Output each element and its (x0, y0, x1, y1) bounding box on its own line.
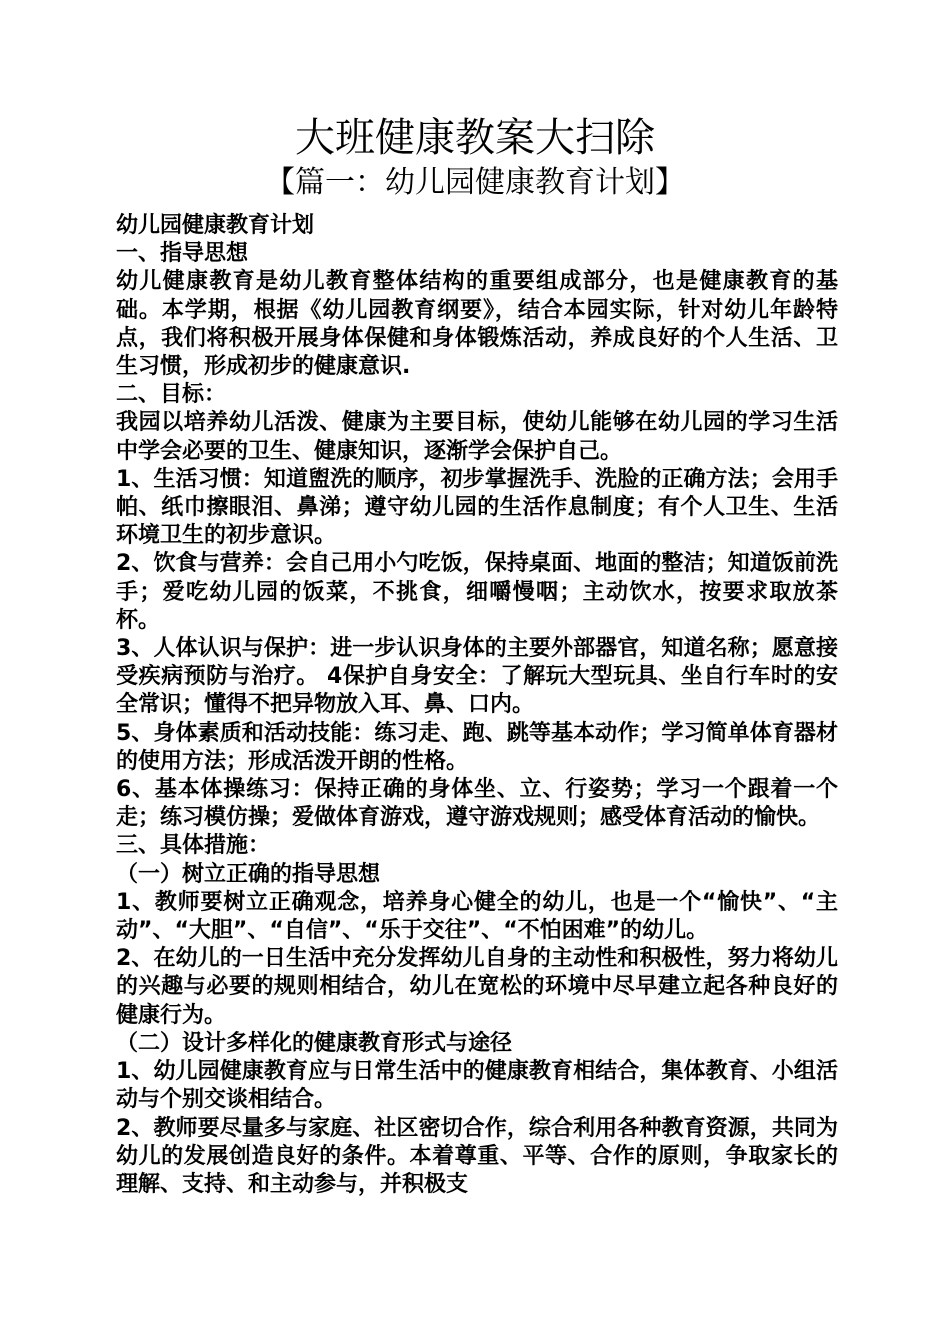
document-body (116, 212, 838, 1199)
body-paragraph: 2、在幼儿的一日生活中充分发挥幼儿自身的主动性和积极性，努力将幼儿的兴趣与必要的规则相结合，幼儿在宽松的环境中尽早建立起各种良好的健康行为。 (116, 946, 838, 1028)
subsection-heading: （二）设计多样化的健康教育形式与途径 (116, 1030, 513, 1056)
subsection-heading: （一）树立正确的指导思想 (116, 861, 381, 887)
body-paragraph: 1、幼儿园健康教育应与日常生活中的健康教育相结合，集体教育、小组活动与个别交谈相结合。 (116, 1059, 838, 1113)
section-heading: 幼儿园健康教育计划 (116, 213, 315, 238)
body-paragraph: 2、饮食与营养：会自己用小勺吃饭，保持桌面、地面的整洁；知道饭前洗手；爱吃幼儿园的饭菜，不挑食，细嚼慢咽；主动饮水，按要求取放茶杯。 (116, 551, 838, 633)
document-title: 大班健康教案大扫除 (295, 115, 655, 161)
body-paragraph: 5、身体素质和活动技能：练习走、跑、跳等基本动作；学习简单体育器材的使用方法；形成活泼开朗的性格。 (116, 720, 838, 774)
body-paragraph: 1、教师要树立正确观念，培养身心健全的幼儿，也是一个“愉快”、“主动”、“大胆”、“自信”、“乐于交往”、“不怕困难”的幼儿。 (116, 889, 838, 944)
body-paragraph: 我园以培养幼儿活泼、健康为主要目标，使幼儿能够在幼儿园的学习生活中学会必要的卫生、健康知识，逐渐学会保护自己。 (116, 410, 838, 464)
body-paragraph: 3、人体认识与保护：进一步认识身体的主要外部器官，知道名称；愿意接受疾病预防与治疗。 4保护自身安全：了解玩大型玩具、坐自行车时的安全常识；懂得不把异物放入耳、鼻、口内。 (116, 636, 838, 718)
section-heading: 一、指导思想 (116, 241, 249, 267)
body-paragraph: 2、教师要尽量多与家庭、社区密切合作，综合利用各种教育资源，共同为幼儿的发展创造良好的条件。本着尊重、平等、合作的原则，争取家长的理解、支持、和主动参与，并积极支 (116, 1115, 838, 1197)
body-paragraph: 1、生活习惯：知道盥洗的顺序，初步掌握洗手、洗脸的正确方法；会用手帕、纸巾擦眼泪、鼻涕；遵守幼儿园的生活作息制度；有个人卫生、生活环境卫生的初步意识。 (116, 466, 838, 549)
section-heading: 三、具体措施： (116, 833, 271, 859)
section-heading: 二、目标： (116, 382, 227, 408)
body-paragraph: 幼儿健康教育是幼儿教育整体结构的重要组成部分，也是健康教育的基础。本学期，根据《幼儿园教育纲要》，结合本园实际，针对幼儿年龄特点，我们将积极开展身体保健和身体锻炼活动，养成良好的个人生活、卫生习惯，形成初步的健康意识. (116, 269, 838, 380)
body-paragraph: 6、基本体操练习：保持正确的身体坐、立、行姿势；学习一个跟着一个走；练习模仿操；爱做体育游戏，遵守游戏规则；感受体育活动的愉快。 (116, 777, 838, 831)
document-subtitle: 【篇一：幼儿园健康教育计划】 (265, 165, 685, 200)
